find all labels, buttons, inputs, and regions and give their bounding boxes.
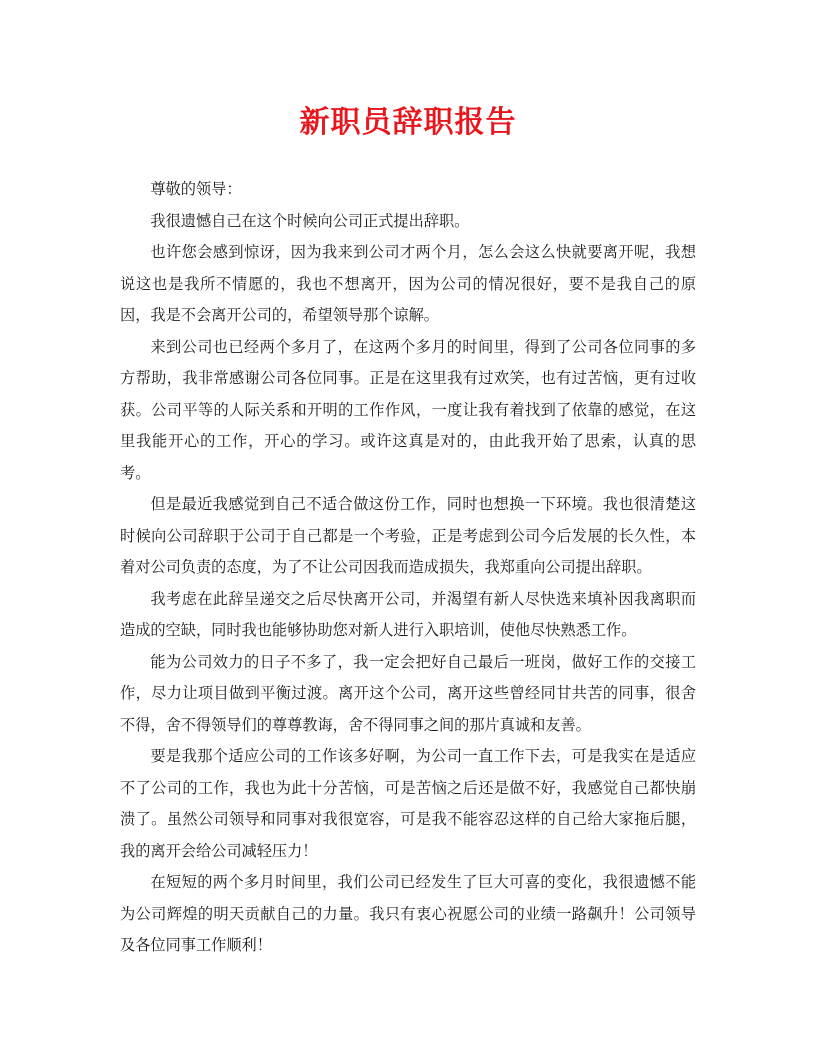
body-paragraph: 我考虑在此辞呈递交之后尽快离开公司，并渴望有新人尽快选来填补因我离职而造成的空缺，同时我也能够协助您对新人进行入职培训，使他尽快熟悉工作。 [120, 589, 696, 639]
body-paragraph: 也许您会感到惊讶，因为我来到公司才两个月，怎么会这么快就要离开呢，我想说这也是我所不情愿的，我也不想离开，因为公司的情况很好，要不是我自己的原因，我是不会离开公司的，希望领导那个谅解。 [120, 243, 696, 324]
salutation: 尊敬的领导： [150, 180, 242, 198]
body-paragraph: 能为公司效力的日子不多了，我一定会把好自己最后一班岗，做好工作的交接工作，尽力让项目做到平衡过渡。离开这个公司，离开这些曾经同甘共苦的同事，很舍不得，舍不得领导们的尊尊教诲，舍不得同事之间的那片真诚和友善。 [120, 652, 696, 734]
body-paragraph: 在短短的两个多月时间里，我们公司已经发生了巨大可喜的变化，我很遗憾不能为公司辉煌的明天贡献自己的力量。我只有衷心祝愿公司的业绩一路飙升！公司领导及各位同事工作顺利！ [120, 873, 696, 954]
body-paragraph: 要是我那个适应公司的工作该多好啊，为公司一直工作下去，可是我实在是适应不了公司的工作，我也为此十分苦恼，可是苦恼之后还是做不好，我感觉自己都快崩溃了。虽然公司领导和同事对我很宽容，可是我不能容忍这样的自己给大家拖后腿，我的离开会给公司减轻压力！ [120, 747, 696, 860]
body-paragraph: 我很遗憾自己在这个时候向公司正式提出辞职。 [150, 211, 470, 230]
body-paragraph: 来到公司也已经两个多月了，在这两个多月的时间里，得到了公司各位同事的多方帮助，我非常感谢公司各位同事。正是在这里我有过欢笑，也有过苦恼，更有过收获。公司平等的人际关系和开明的工作作风，一度让我有着找到了依靠的感觉，在这里我能开心的工作，开心的学习。或许这真是对的，由此我开始了思索，认真的思考。 [120, 337, 696, 482]
document-title: 新职员辞职报告 [299, 105, 517, 140]
document-body [120, 174, 696, 962]
body-paragraph: 但是最近我感觉到自己不适合做这份工作，同时也想换一下环境。我也很清楚这时候向公司辞职于公司于自己都是一个考验，正是考虑到公司今后发展的长久性，本着对公司负责的态度，为了不让公司因我而造成损失，我郑重向公司提出辞职。 [120, 495, 696, 576]
